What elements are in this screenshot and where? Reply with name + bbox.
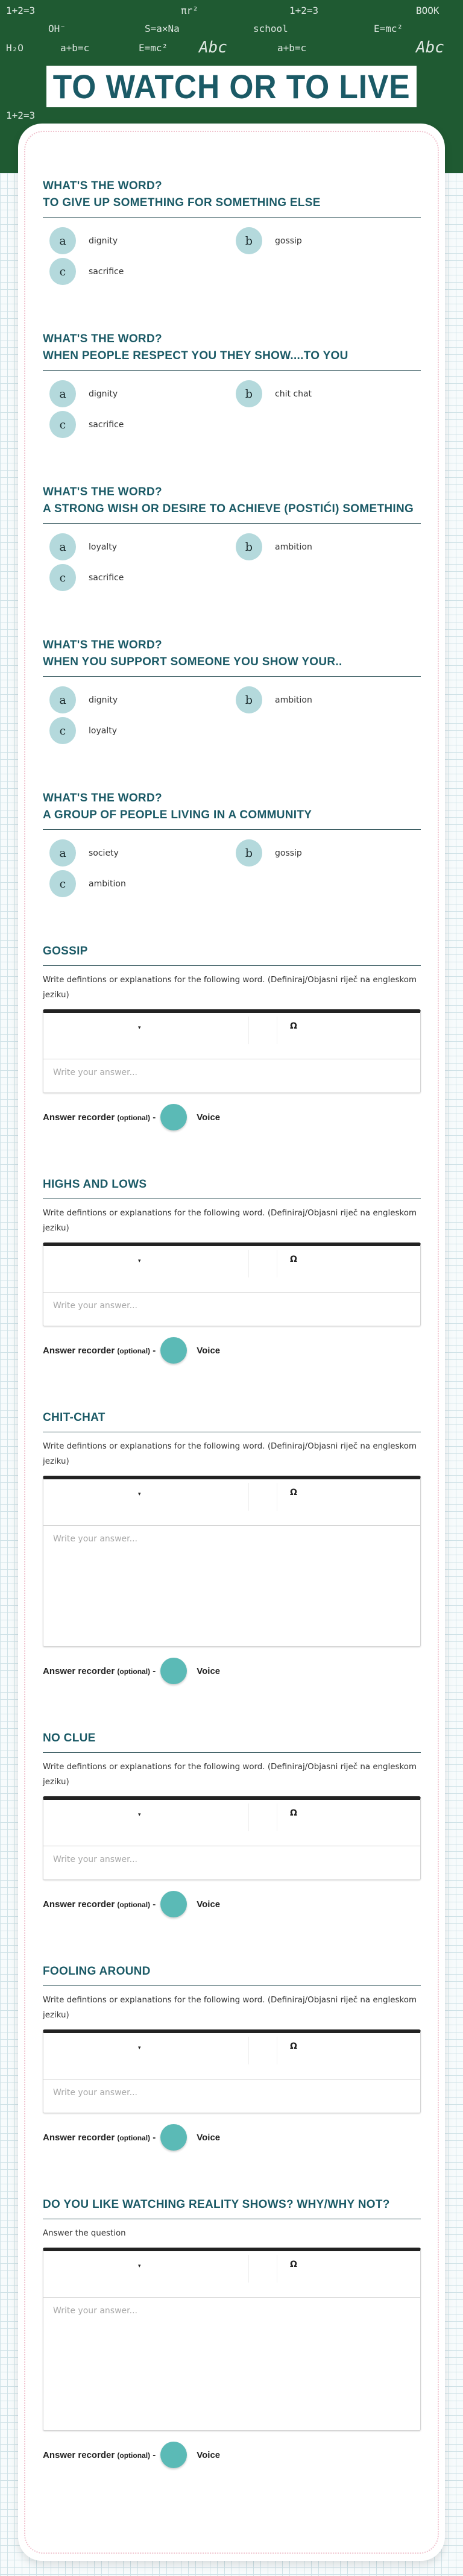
option-letter-bubble[interactable]: b	[236, 686, 262, 713]
question-instructions: Write defintions or explanations for the following word. (Definiraj/Objasni riječ na engleskom jeziku)	[43, 1996, 417, 2020]
option-letter-bubble[interactable]: c	[49, 411, 76, 438]
option-a[interactable]	[43, 533, 229, 560]
question-prompt: A STRONG WISH OR DESIRE TO ACHIEVE (POSTIĆI) SOMETHING	[43, 503, 414, 515]
question-heading: CHIT-CHAT	[43, 1411, 106, 1424]
rich-text-editor	[43, 2248, 421, 2431]
toolbar-divider	[248, 1483, 249, 1511]
record-voice-button[interactable]	[160, 1891, 187, 1917]
editor-toolbar	[43, 1246, 420, 1293]
format-dropdown-icon[interactable]: ▾	[138, 1491, 141, 1497]
doodle-text: Abc	[416, 39, 444, 57]
voice-label: Voice	[197, 1112, 221, 1123]
question-heading: DO YOU LIKE WATCHING REALITY SHOWS? WHY/WHY NOT?	[43, 2198, 390, 2211]
option-c[interactable]	[43, 411, 229, 438]
open-question	[43, 1963, 421, 2151]
recorder-optional: (optional)	[117, 2133, 151, 2142]
option-label: dignity	[89, 389, 118, 399]
question-header	[43, 1176, 421, 1199]
question-heading: FOOLING AROUND	[43, 1965, 151, 1978]
option-label: dignity	[89, 236, 118, 246]
option-c[interactable]	[43, 870, 229, 897]
toolbar-divider	[248, 2255, 249, 2283]
rich-text-editor	[43, 1476, 421, 1647]
worksheet-card	[18, 124, 445, 2561]
doodle-text: S=a×Na	[145, 23, 180, 34]
question-heading: NO CLUE	[43, 1732, 96, 1744]
option-letter-bubble[interactable]: a	[49, 227, 76, 254]
voice-label: Voice	[197, 2449, 221, 2460]
answer-input[interactable]: Write your answer...	[53, 2088, 137, 2098]
option-label: sacrifice	[89, 266, 124, 277]
recorder-dash: -	[150, 2449, 156, 2460]
answer-recorder	[43, 1658, 421, 1684]
open-question	[43, 2196, 421, 2468]
recorder-label	[43, 1346, 156, 1356]
option-letter-bubble[interactable]: c	[49, 717, 76, 744]
option-b[interactable]	[229, 533, 415, 560]
question-header	[43, 1963, 421, 1986]
question-prompt: A GROUP OF PEOPLE LIVING IN A COMMUNITY	[43, 809, 312, 821]
question-prompt: TO GIVE UP SOMETHING FOR SOMETHING ELSE	[43, 196, 321, 209]
answer-recorder	[43, 1104, 421, 1130]
question-header	[43, 1730, 421, 1753]
open-question	[43, 1730, 421, 1917]
record-voice-button[interactable]	[160, 1658, 187, 1684]
recorder-optional: (optional)	[117, 1667, 151, 1676]
editor-toolbar	[43, 1479, 420, 1526]
format-dropdown-icon[interactable]: ▾	[138, 1025, 141, 1031]
answer-recorder	[43, 2124, 421, 2151]
question-header	[43, 484, 421, 524]
question-heading: HIGHS AND LOWS	[43, 1178, 147, 1191]
doodle-text: πr²	[181, 5, 198, 16]
doodle-text: E=mc²	[374, 23, 403, 34]
recorder-dash: -	[150, 2132, 156, 2143]
format-dropdown-icon[interactable]: ▾	[138, 1812, 141, 1818]
answer-recorder	[43, 1891, 421, 1917]
question-instructions: Answer the question	[43, 2229, 126, 2238]
options-list	[43, 839, 421, 897]
question-heading: WHAT'S THE WORD?	[43, 639, 162, 651]
rich-text-editor	[43, 1243, 421, 1326]
format-dropdown-icon[interactable]: ▾	[138, 1258, 141, 1264]
option-label: chit chat	[275, 389, 312, 399]
doodle-text: H₂O	[6, 42, 24, 54]
option-b[interactable]	[229, 686, 415, 713]
doodle-text: a+b=c	[60, 42, 90, 54]
rich-text-editor	[43, 1796, 421, 1880]
options-list	[43, 533, 421, 591]
option-label: sacrifice	[89, 419, 124, 430]
option-letter-bubble[interactable]: b	[236, 380, 262, 407]
voice-label: Voice	[197, 2132, 221, 2143]
option-a[interactable]	[43, 227, 229, 254]
question-header	[43, 331, 421, 371]
special-character-icon[interactable]: Ω	[290, 1255, 297, 1264]
toolbar-divider	[248, 1017, 249, 1044]
options-list	[43, 380, 421, 438]
question-heading: WHAT'S THE WORD?	[43, 180, 162, 192]
rich-text-editor	[43, 1009, 421, 1093]
question-heading: WHAT'S THE WORD?	[43, 486, 162, 498]
options-list	[43, 227, 421, 285]
question-heading: WHAT'S THE WORD?	[43, 792, 162, 804]
record-voice-button[interactable]	[160, 1337, 187, 1364]
recorder-label-text: Answer recorder	[43, 1666, 115, 1676]
recorder-dash: -	[150, 1666, 156, 1676]
answer-input[interactable]: Write your answer...	[53, 1301, 137, 1311]
rich-text-editor	[43, 2029, 421, 2113]
doodle-text: BOOK	[416, 5, 439, 16]
open-question	[43, 943, 421, 1130]
recorder-label-text: Answer recorder	[43, 1112, 115, 1123]
voice-label: Voice	[197, 1899, 221, 1910]
option-letter-bubble[interactable]: b	[236, 227, 262, 254]
option-letter-bubble[interactable]: a	[49, 686, 76, 713]
option-letter-bubble[interactable]: c	[49, 564, 76, 591]
multiple-choice-question	[43, 790, 421, 897]
question-instructions: Write defintions or explanations for the following word. (Definiraj/Objasni riječ na engleskom jeziku)	[43, 1209, 417, 1233]
option-letter-bubble[interactable]: a	[49, 533, 76, 560]
option-b[interactable]	[229, 380, 415, 407]
question-instructions: Write defintions or explanations for the following word. (Definiraj/Objasni riječ na engleskom jeziku)	[43, 1763, 417, 1787]
voice-label: Voice	[197, 1666, 221, 1676]
recorder-optional: (optional)	[117, 1346, 151, 1355]
format-dropdown-icon[interactable]: ▾	[138, 2263, 141, 2269]
worksheet-title-box	[46, 66, 417, 107]
recorder-dash: -	[150, 1112, 156, 1123]
question-heading: WHAT'S THE WORD?	[43, 333, 162, 345]
recorder-label	[43, 1666, 156, 1676]
recorder-label	[43, 1899, 156, 1910]
option-label: ambition	[275, 542, 312, 552]
option-letter-bubble[interactable]: b	[236, 533, 262, 560]
option-label: gossip	[275, 236, 302, 246]
toolbar-divider	[248, 1804, 249, 1831]
record-voice-button[interactable]	[160, 2124, 187, 2151]
doodle-text: 1+2=3	[289, 5, 319, 16]
multiple-choice-question	[43, 331, 421, 438]
record-voice-button[interactable]	[160, 2442, 187, 2468]
answer-input[interactable]: Write your answer...	[53, 1855, 137, 1864]
question-prompt: WHEN YOU SUPPORT SOMEONE YOU SHOW YOUR..	[43, 656, 342, 668]
recorder-label	[43, 2450, 156, 2460]
format-dropdown-icon[interactable]: ▾	[138, 2045, 141, 2051]
special-character-icon[interactable]: Ω	[290, 2042, 297, 2051]
option-letter-bubble[interactable]: c	[49, 870, 76, 897]
option-label: ambition	[275, 695, 312, 705]
question-header	[43, 943, 421, 966]
question-header	[43, 790, 421, 830]
recorder-label	[43, 2133, 156, 2143]
doodle-text: 1+2=3	[6, 110, 36, 121]
option-a[interactable]	[43, 686, 229, 713]
answer-input[interactable]: Write your answer...	[53, 1068, 137, 1077]
toolbar-divider	[248, 2037, 249, 2064]
option-label: dignity	[89, 695, 118, 705]
option-b[interactable]	[229, 839, 415, 867]
voice-label: Voice	[197, 1345, 221, 1356]
answer-recorder	[43, 2442, 421, 2468]
option-c[interactable]	[43, 564, 229, 591]
recorder-optional: (optional)	[117, 1900, 151, 1909]
worksheet-content	[43, 178, 421, 2514]
recorder-label-text: Answer recorder	[43, 1345, 115, 1356]
option-c[interactable]	[43, 717, 229, 744]
option-label: ambition	[89, 879, 126, 889]
multiple-choice-question	[43, 637, 421, 744]
record-voice-button[interactable]	[160, 1104, 187, 1130]
option-label: society	[89, 848, 119, 858]
question-header	[43, 637, 421, 677]
special-character-icon[interactable]: Ω	[290, 1488, 297, 1497]
question-header	[43, 2196, 421, 2219]
question-header	[43, 178, 421, 218]
toolbar-divider	[248, 1250, 249, 1277]
option-letter-bubble[interactable]: a	[49, 380, 76, 407]
option-a[interactable]	[43, 380, 229, 407]
option-letter-bubble[interactable]: b	[236, 839, 262, 867]
editor-toolbar	[43, 1013, 420, 1059]
editor-toolbar	[43, 2251, 420, 2298]
worksheet-title: TO WATCH OR TO LIVE	[52, 67, 411, 105]
recorder-label	[43, 1112, 156, 1123]
option-label: loyalty	[89, 542, 117, 552]
question-instructions: Write defintions or explanations for the following word. (Definiraj/Objasni riječ na engleskom jeziku)	[43, 1442, 417, 1466]
editor-toolbar	[43, 2033, 420, 2079]
option-letter-bubble[interactable]: c	[49, 258, 76, 285]
open-question	[43, 1176, 421, 1364]
options-list	[43, 686, 421, 744]
recorder-dash: -	[150, 1899, 156, 1910]
recorder-label-text: Answer recorder	[43, 1899, 115, 1910]
recorder-label-text: Answer recorder	[43, 2449, 115, 2460]
doodle-text: school	[253, 23, 288, 34]
doodle-text: Abc	[199, 39, 227, 57]
special-character-icon[interactable]: Ω	[290, 1808, 297, 1818]
answer-input[interactable]: Write your answer...	[53, 2306, 137, 2316]
recorder-dash: -	[150, 1345, 156, 1356]
option-b[interactable]	[229, 227, 415, 254]
option-label: gossip	[275, 848, 302, 858]
doodle-text: E=mc²	[139, 42, 168, 54]
option-a[interactable]	[43, 839, 229, 867]
special-character-icon[interactable]: Ω	[290, 1021, 297, 1031]
question-heading: GOSSIP	[43, 945, 88, 957]
question-header	[43, 1409, 421, 1432]
recorder-optional: (optional)	[117, 1113, 151, 1122]
option-label: sacrifice	[89, 572, 124, 583]
doodle-text: 1+2=3	[6, 5, 36, 16]
multiple-choice-question	[43, 484, 421, 591]
option-label: loyalty	[89, 725, 117, 736]
answer-recorder	[43, 1337, 421, 1364]
open-question	[43, 1409, 421, 1684]
recorder-label-text: Answer recorder	[43, 2132, 115, 2143]
option-letter-bubble[interactable]: a	[49, 839, 76, 867]
question-prompt: WHEN PEOPLE RESPECT YOU THEY SHOW....TO YOU	[43, 349, 348, 362]
multiple-choice-question	[43, 178, 421, 285]
question-instructions: Write defintions or explanations for the following word. (Definiraj/Objasni riječ na engleskom jeziku)	[43, 976, 417, 1000]
doodle-text: OH⁻	[48, 23, 66, 34]
special-character-icon[interactable]: Ω	[290, 2260, 297, 2269]
answer-input[interactable]: Write your answer...	[53, 1534, 137, 1544]
doodle-text: a+b=c	[277, 42, 307, 54]
editor-toolbar	[43, 1800, 420, 1846]
recorder-optional: (optional)	[117, 2451, 151, 2460]
option-c[interactable]	[43, 258, 229, 285]
